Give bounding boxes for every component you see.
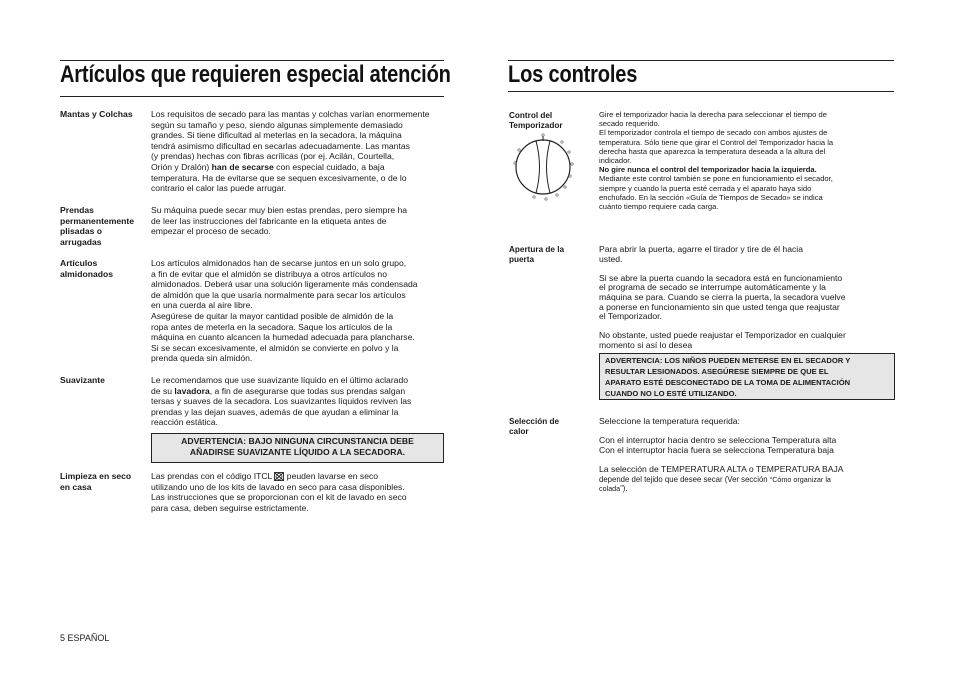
left-title-rule bbox=[60, 96, 444, 97]
section-text-limpieza: Las prendas con el código ITCL peuden lavarse en seco utilizando uno de los kits de lavado en seco para casa disponibles. Las instrucciones que se proporcionan con el kit de lavado en seco para casa, deben seguirse estrictamente. bbox=[151, 471, 407, 513]
right-title-rule bbox=[508, 91, 894, 92]
section-label-calor: Selección de calor bbox=[509, 417, 560, 436]
section-label-limpieza: Limpieza en seco en casa bbox=[60, 471, 132, 492]
section-text-temporizador: Gire el temporizador hacia la derecha para seleccionar el tiempo de secado requerido. El temporizador controla el tiempo de secado con ambos ajustes de temperatura. Sólo tiene que girar el Control del Temporizador hacia la derecha hasta que aparezca la temperatura deseada a la altura del indicador. No gire nunca el control del temporizador hacia la izquierda. Mediante este control también se pone en funcionamiento el secador, siempre y cuando la puerta esté cerrada y el aparato haya sido enchufado. En la sección «Guía de Tiempos de Secado» se indica cuánto tiempo requiere cada carga. bbox=[599, 110, 834, 212]
section-text-calor: Seleccione la temperatura requerida: Con el interruptor hacia dentro se selecciona Temperatura alta Con el interruptor hacia fuera se selecciona Temperatura baja La selección de TEMPERATURA ALTA o TEMPERATURA BAJA depende del tejido que desee secar (Ver sección “Cómo organizar la colada”). bbox=[599, 416, 844, 494]
section-text-almidonados: Los artículos almidonados han de secarse juntos en un solo grupo, a fin de evitar que el almidón se distribuya a otros artículos no almidonados. Deberá usar una solución ligeramente más condensada de almidón que la que usaría normalmente para secar los artículos en una cuerda al aire libre. Asegúrese de quitar la mayor cantidad posible de almidón de la ropa antes de meterla en la secadora. Saque los artículos de la máquina en cuanto alcancen la humedad adecuada para plancharse. Si se secan excesivamente, el almidón se convierte en polvo y la prenda queda sin almidón. bbox=[151, 258, 418, 364]
warning-ninos: ADVERTENCIA: LOS NIÑOS PUEDEN METERSE EN EL SECADOR Y RESULTAR LESIONADOS. ASEGÚRESE SIEMPRE DE QUE EL APARATO ESTÉ DESCONECTADO DE LA TOMA DE ALIMENTACIÓN CUANDO NO LO ESTÉ UTILIZANDO. bbox=[599, 353, 895, 400]
section-text-puerta: Para abrir la puerta, agarre el tirador y tire de él hacia usted. Si se abre la puerta cuando la secadora está en funcionamiento el programa de secado se interrumpe automáticamente y la máquina se para. Cuando se cierra la puerta, la secadora vuelve a ponerse en funcionamiento sin que usted tenga que reajustar el Temporizador. No obstante, usted puede reajustar el Temporizador en cualquier momento si así lo desea bbox=[599, 244, 846, 350]
section-label-almidonados: Artículos almidonados bbox=[60, 258, 114, 279]
warning-suavizante: ADVERTENCIA: BAJO NINGUNA CIRCUNSTANCIA DEBE AÑADIRSE SUAVIZANTE LÍQUIDO A LA SECADORA. bbox=[151, 433, 444, 463]
section-label-puerta: Apertura de la puerta bbox=[509, 245, 565, 264]
section-label-mantas: Mantas y Colchas bbox=[60, 109, 133, 119]
itcl-dry-clean-icon bbox=[274, 472, 284, 481]
section-label-temporizador: Control del Temporizador bbox=[509, 111, 563, 130]
section-text-prendas: Su máquina puede secar muy bien estas prendas, pero siempre ha de leer las instrucciones del fabricante en la etiqueta antes de empezar el proceso de secado. bbox=[151, 205, 408, 237]
page-title-left: Artículos que requieren especial atención bbox=[60, 61, 451, 88]
page-title-right: Los controles bbox=[508, 61, 638, 88]
section-text-suavizante: Le recomendamos que use suavizante líquido en el último aclarado de su lavadora, a fin de asegurarse que todas sus prendas salgan tersas y suaves de la secadora. Los suavizantes líquidos reviven las prendas y las dejan suaves, además de que ayudan a eliminar la reacción estática. bbox=[151, 375, 412, 428]
section-label-suavizante: Suavizante bbox=[60, 375, 105, 385]
page-footer: 5 ESPAÑOL bbox=[60, 633, 110, 643]
timer-dial-icon bbox=[510, 133, 576, 201]
section-label-prendas: Prendas permanentemente plisadas o arrugadas bbox=[60, 205, 135, 247]
section-text-mantas: Los requisitos de secado para las mantas y colchas varían enormemente según su tamaño y peso, siendo algunas simplemente demasiado grandes. Si tiene dificultad al meterlas en la secadora, la máquina tendrá asimismo dificultad en secarlas adecuadamente. Las mantas (y prendas) hechas con fibras acrílicas (por ej. Acilán, Courtella, Orión y Dralón) han de secarse con especial cuidado, a baja temperatura. Ha de evitarse que se sequen excesivamente, o de lo contrario el calor las puede arrugar. bbox=[151, 109, 430, 194]
